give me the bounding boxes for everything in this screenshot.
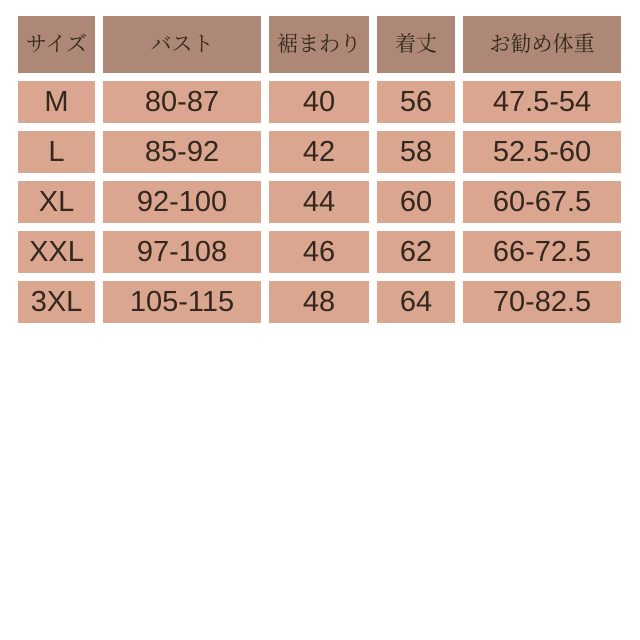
table-cell-bust: 92-100 [103, 181, 261, 223]
table-cell-bust: 97-108 [103, 231, 261, 273]
column-header-length: 着丈 [377, 16, 455, 73]
table-cell-length: 56 [377, 81, 455, 123]
table-cell-weight: 47.5-54 [463, 81, 621, 123]
table-cell-length: 62 [377, 231, 455, 273]
table-cell-size: XL [18, 181, 95, 223]
table-cell-weight: 60-67.5 [463, 181, 621, 223]
table-cell-bust: 85-92 [103, 131, 261, 173]
table-cell-size: 3XL [18, 281, 95, 323]
table-cell-bust: 80-87 [103, 81, 261, 123]
table-cell-length: 64 [377, 281, 455, 323]
table-cell-weight: 66-72.5 [463, 231, 621, 273]
column-header-weight: お勧め体重 [463, 16, 621, 73]
table-cell-length: 58 [377, 131, 455, 173]
table-cell-hem: 42 [269, 131, 369, 173]
table-cell-size: XXL [18, 231, 95, 273]
table-cell-hem: 48 [269, 281, 369, 323]
table-cell-size: M [18, 81, 95, 123]
column-header-hem: 裾まわり [269, 16, 369, 73]
table-cell-hem: 44 [269, 181, 369, 223]
table-cell-hem: 40 [269, 81, 369, 123]
column-header-bust: バスト [103, 16, 261, 73]
table-cell-length: 60 [377, 181, 455, 223]
column-header-size: サイズ [18, 16, 95, 73]
table-cell-weight: 70-82.5 [463, 281, 621, 323]
table-cell-size: L [18, 131, 95, 173]
table-cell-weight: 52.5-60 [463, 131, 621, 173]
table-cell-bust: 105-115 [103, 281, 261, 323]
size-table [18, 16, 621, 323]
table-cell-hem: 46 [269, 231, 369, 273]
